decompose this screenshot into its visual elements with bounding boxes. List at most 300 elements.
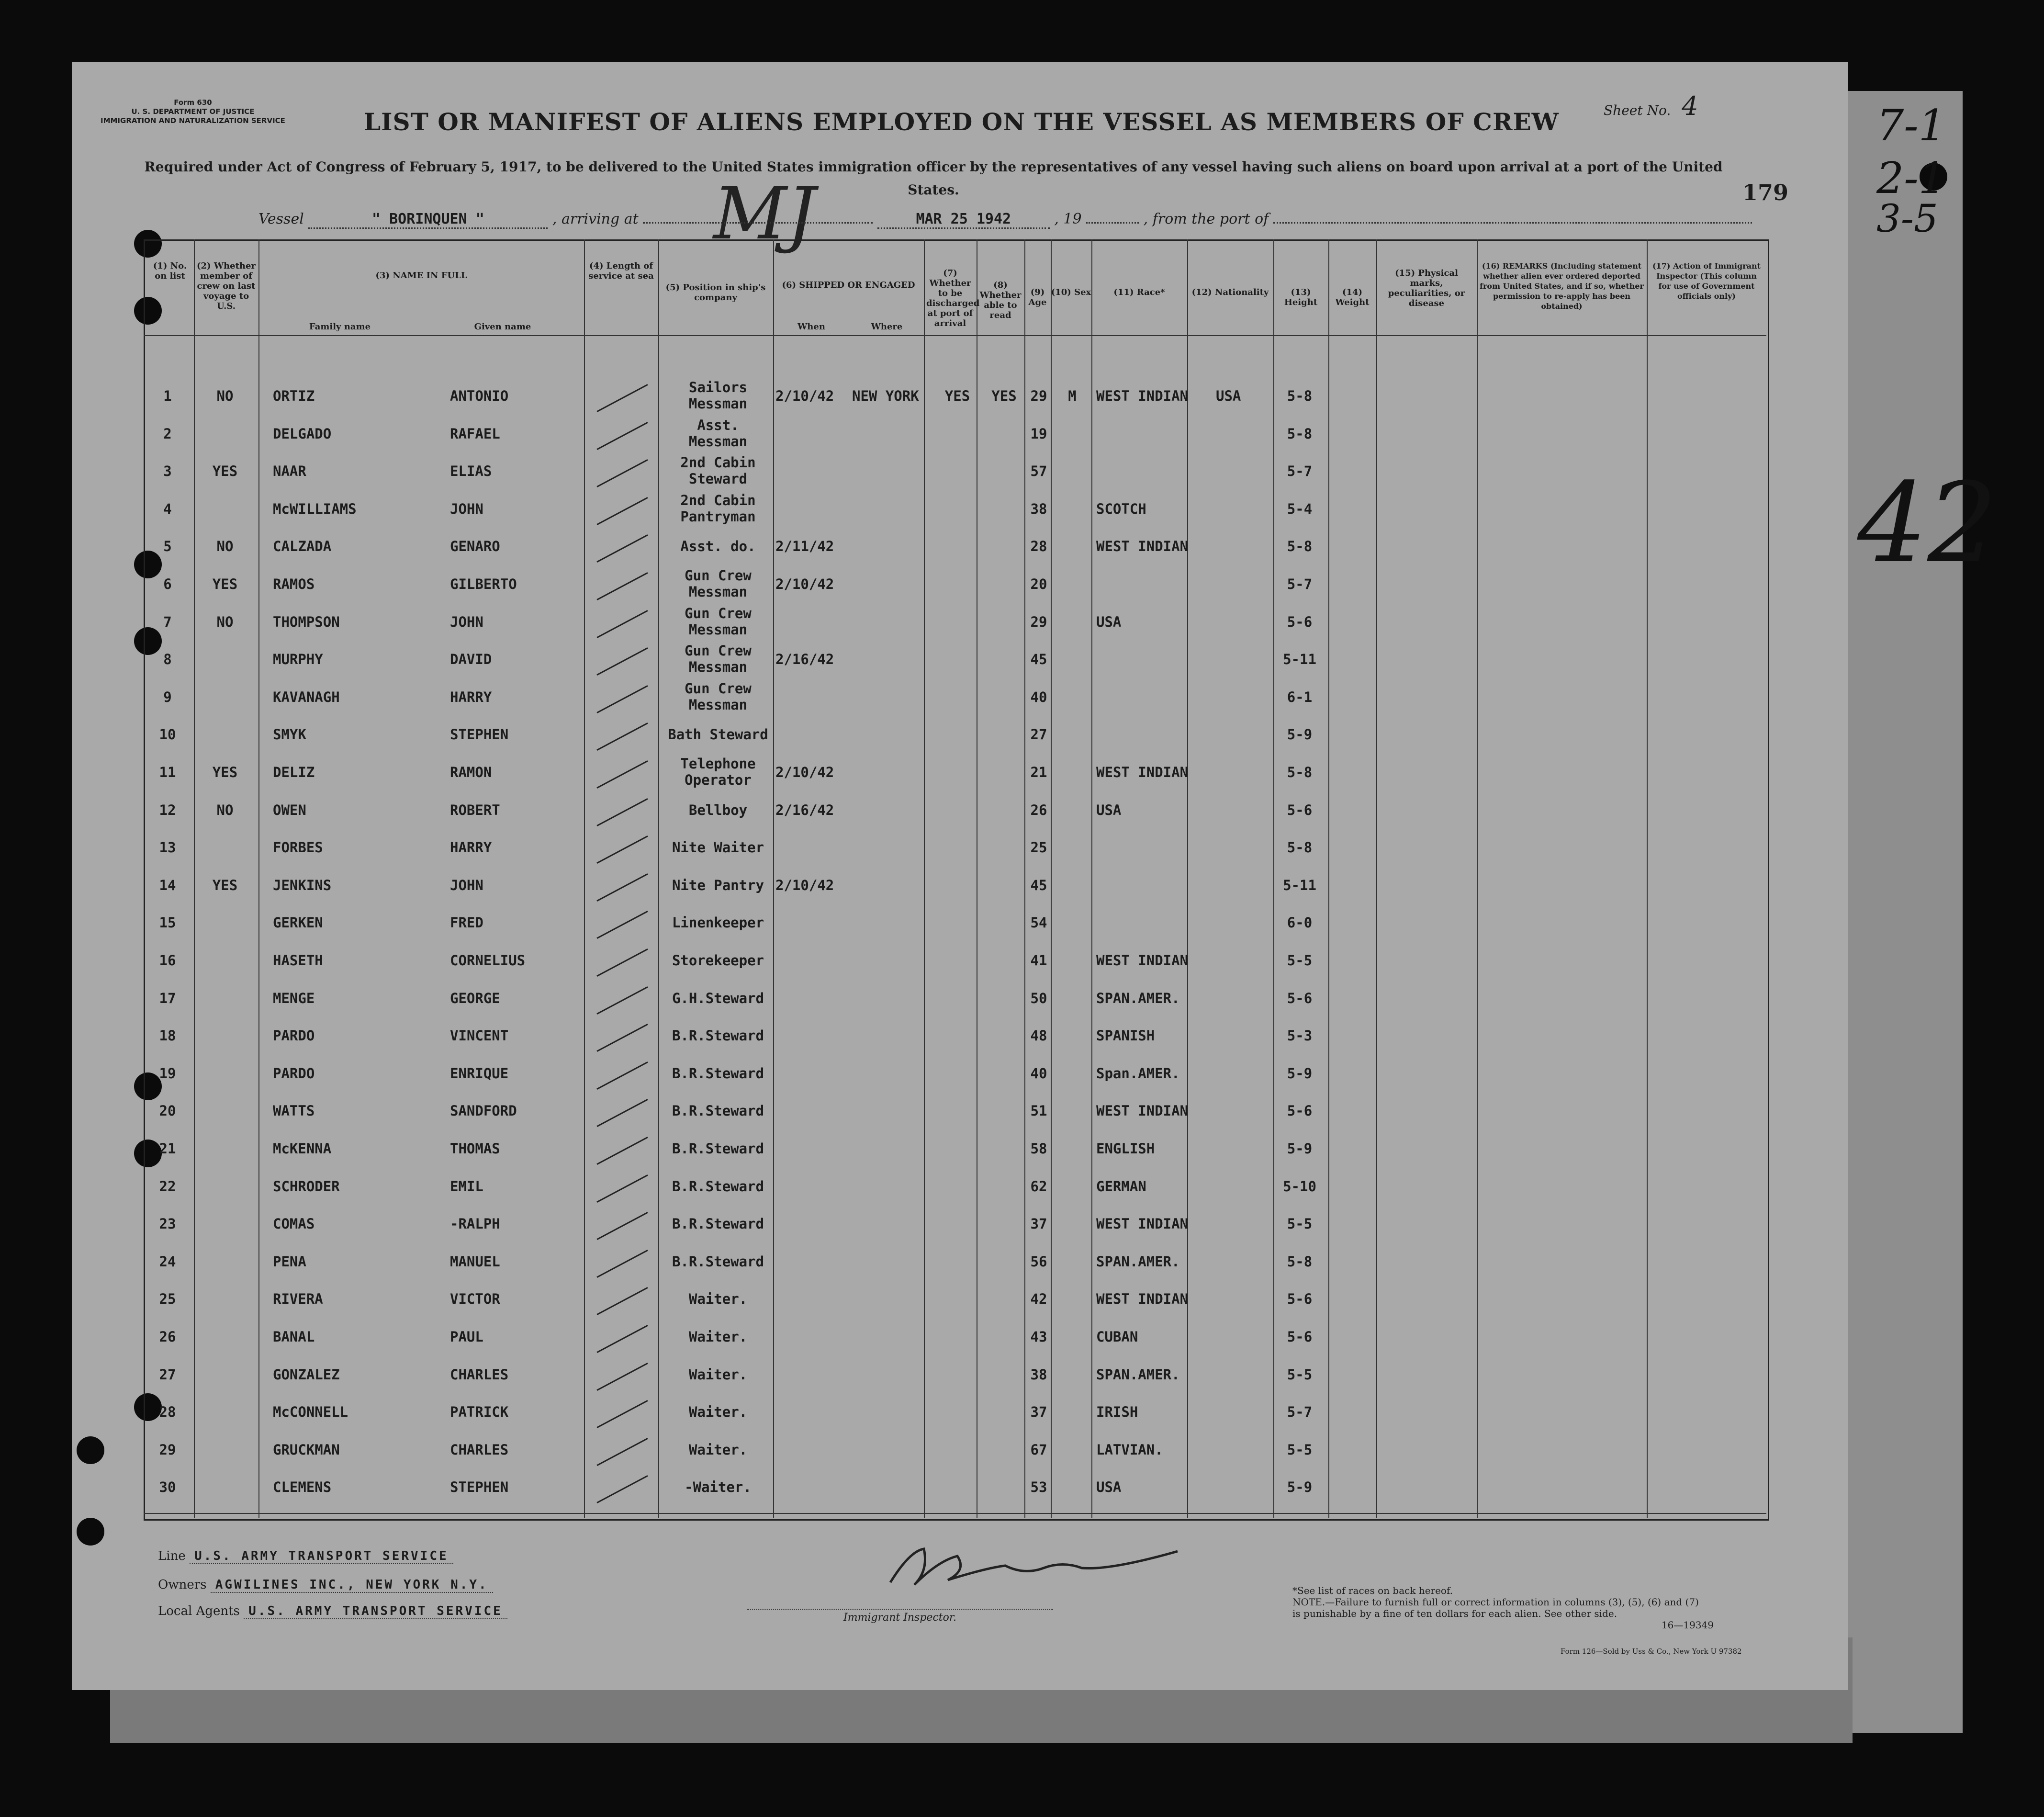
cell-pos1: Gun Crew [685, 567, 752, 584]
service-checkmark [596, 459, 648, 487]
cell-race: GERMAN [1096, 1178, 1146, 1195]
table-row [144, 755, 1766, 792]
printer-line: Form 126—Sold by Uss & Co., New York U 97382 [1561, 1647, 1742, 1656]
cell-height: 5-6 [1287, 1329, 1313, 1345]
binder-hole [77, 1518, 104, 1546]
cell-pos2: Bellboy [688, 801, 748, 818]
cell-family: GONZALEZ [273, 1366, 340, 1383]
header-nationality: (12) Nationality [1191, 287, 1269, 297]
service-checkmark [596, 572, 648, 600]
cell-race: SPAN.AMER. [1096, 990, 1180, 1006]
cell-pos2: Storekeeper [672, 952, 764, 969]
cell-age: 56 [1030, 1253, 1047, 1270]
cell-no: 21 [159, 1140, 176, 1157]
margin-mark: 42 [1857, 460, 1998, 587]
cell-pos2: G.H.Steward [672, 990, 764, 1006]
cell-race: WEST INDIAN [1096, 764, 1189, 780]
cell-family: SCHRODER [273, 1178, 340, 1195]
department-name: U. S. DEPARTMENT OF JUSTICE [131, 107, 255, 116]
cell-no: 11 [159, 764, 176, 780]
header-given-name: Given name [474, 322, 531, 332]
cell-race: USA [1096, 1479, 1122, 1496]
cell-given: FRED [450, 914, 483, 931]
cell-family: NAAR [273, 463, 306, 480]
binder-hole [77, 1436, 104, 1464]
cell-height: 5-6 [1287, 990, 1313, 1006]
cell-race: SPAN.AMER. [1096, 1253, 1180, 1270]
port-label: , from the port of [1143, 211, 1269, 227]
cell-age: 53 [1030, 1479, 1047, 1496]
table-row [144, 1093, 1766, 1130]
cell-height: 5-9 [1287, 1065, 1313, 1082]
cell-race: LATVIAN. [1096, 1441, 1163, 1458]
cell-family: HASETH [273, 952, 323, 969]
header-discharged: (7) Whether to be discharged at port of arrival [926, 268, 980, 328]
cell-crew: NO [216, 613, 234, 630]
header-height: (13) Height [1284, 287, 1318, 307]
cell-pos2: Waiter. [688, 1329, 748, 1345]
cell-height: 5-6 [1287, 1291, 1313, 1308]
cell-age: 45 [1030, 651, 1047, 668]
cell-race: WEST INDIAN [1096, 1103, 1189, 1119]
cell-no: 8 [163, 651, 172, 668]
cell-pos2: Operator [685, 772, 752, 788]
cell-pos1: Asst. [697, 417, 739, 433]
cell-no: 1 [163, 388, 172, 404]
cell-age: 37 [1030, 1404, 1047, 1421]
cell-height: 5-5 [1287, 1216, 1313, 1232]
cell-family: PARDO [273, 1027, 315, 1044]
cell-age: 50 [1030, 990, 1047, 1006]
cell-height: 5-8 [1287, 425, 1313, 442]
arrival-date: MAR 25 1942 [877, 211, 1050, 229]
cell-given: DAVID [450, 651, 492, 668]
cell-age: 62 [1030, 1178, 1047, 1195]
cell-height: 5-3 [1287, 1027, 1313, 1044]
cell-pos2: Steward [688, 471, 748, 487]
cell-when: 2/11/42 [775, 538, 834, 555]
header-position: (5) Position in ship's company [665, 282, 766, 303]
table-row [144, 1169, 1766, 1206]
cell-race: Span.AMER. [1096, 1065, 1180, 1082]
service-checkmark [596, 835, 648, 864]
cell-given: ENRIQUE [450, 1065, 509, 1082]
cell-age: 21 [1030, 764, 1047, 780]
cell-given: JOHN [450, 613, 483, 630]
table-row [144, 1281, 1766, 1319]
table-row [144, 529, 1766, 566]
cell-no: 27 [159, 1366, 176, 1383]
cell-given: PAUL [450, 1329, 483, 1345]
owners-label: Owners [158, 1578, 207, 1592]
vessel-line [258, 211, 1752, 229]
form-header [101, 98, 285, 125]
service-checkmark [596, 1363, 648, 1391]
cell-no: 24 [159, 1253, 176, 1270]
table-row [144, 1018, 1766, 1055]
cell-race: WEST INDIAN [1096, 1291, 1189, 1308]
cell-pos1: 2nd Cabin [680, 454, 756, 471]
table-row [144, 1469, 1766, 1507]
table-row [144, 642, 1766, 679]
cell-pos2: Waiter. [688, 1291, 748, 1308]
line-label: Line [158, 1549, 186, 1563]
service-checkmark [596, 422, 648, 450]
cell-family: ORTIZ [273, 388, 315, 404]
cell-height: 5-6 [1287, 1103, 1313, 1119]
cell-height: 5-7 [1287, 576, 1313, 592]
cell-when: 2/10/42 [775, 576, 834, 592]
cell-race: WEST INDIAN [1096, 952, 1189, 969]
cell-no: 14 [159, 877, 176, 893]
cell-crew: NO [216, 388, 234, 404]
cell-family: CALZADA [273, 538, 332, 555]
service-checkmark [596, 384, 648, 412]
cell-height: 5-7 [1287, 1404, 1313, 1421]
owners-value: AGWILINES INC., NEW YORK N.Y. [211, 1578, 493, 1593]
cell-given: JOHN [450, 500, 483, 517]
table-row [144, 717, 1766, 754]
form-number: Form 630 [174, 98, 212, 107]
service-name: IMMIGRATION AND NATURALIZATION SERVICE [101, 116, 285, 125]
cell-no: 30 [159, 1479, 176, 1496]
cell-crew: NO [216, 538, 234, 555]
cell-age: 38 [1030, 1366, 1047, 1383]
cell-age: 40 [1030, 1065, 1047, 1082]
cell-age: 48 [1030, 1027, 1047, 1044]
table-row [144, 453, 1766, 491]
header-length-service: (4) Length of service at sea [588, 261, 654, 281]
agents-value: U.S. ARMY TRANSPORT SERVICE [244, 1604, 507, 1619]
cell-height: 5-10 [1283, 1178, 1316, 1195]
cell-pos2: B.R.Steward [672, 1178, 764, 1195]
cell-height: 5-6 [1287, 801, 1313, 818]
cell-family: COMAS [273, 1216, 315, 1232]
service-checkmark [596, 1212, 648, 1240]
cell-height: 5-8 [1287, 764, 1313, 780]
cell-age: 57 [1030, 463, 1047, 480]
cell-given: ANTONIO [450, 388, 509, 404]
service-checkmark [596, 647, 648, 676]
service-checkmark [596, 1137, 648, 1165]
cell-height: 6-0 [1287, 914, 1313, 931]
cell-age: 29 [1030, 613, 1047, 630]
service-checkmark [596, 610, 648, 638]
cell-given: HARRY [450, 688, 492, 705]
cell-pos2: Bath Steward [668, 726, 768, 743]
cell-family: PENA [273, 1253, 306, 1270]
margin-mark: 7-1 [1876, 101, 1946, 151]
cell-disch: YES [944, 388, 970, 404]
cell-race: SPAN.AMER. [1096, 1366, 1180, 1383]
inspector-label: Immigrant Inspector. [747, 1609, 1053, 1624]
cell-family: SMYK [273, 726, 306, 743]
table-row [144, 1394, 1766, 1432]
cell-crew: YES [212, 463, 238, 480]
cell-height: 5-8 [1287, 538, 1313, 555]
service-checkmark [596, 1325, 648, 1353]
header-race: (11) Race* [1113, 287, 1165, 297]
cell-age: 54 [1030, 914, 1047, 931]
cell-crew: YES [212, 764, 238, 780]
table-row [144, 604, 1766, 642]
inspector-signature [881, 1542, 1187, 1590]
cell-given: CORNELIUS [450, 952, 526, 969]
cell-given: EMIL [450, 1178, 483, 1195]
cell-given: VICTOR [450, 1291, 500, 1308]
cell-age: 25 [1030, 839, 1047, 856]
cell-height: 5-5 [1287, 1441, 1313, 1458]
cell-given: JOHN [450, 877, 483, 893]
service-checkmark [596, 948, 648, 977]
service-checkmark [596, 1099, 648, 1127]
cell-no: 5 [163, 538, 172, 555]
cell-race: WEST INDIAN [1096, 388, 1189, 404]
cell-no: 2 [163, 425, 172, 442]
table-row [144, 416, 1766, 453]
cell-pos2: Waiter. [688, 1441, 748, 1458]
cell-age: 20 [1030, 576, 1047, 592]
cell-pos2: Waiter. [688, 1404, 748, 1421]
header-divider [144, 335, 1766, 336]
cell-pos2: B.R.Steward [672, 1065, 764, 1082]
cell-no: 19 [159, 1065, 176, 1082]
agents-field [158, 1604, 507, 1618]
cell-pos1: Gun Crew [685, 605, 752, 621]
cell-height: 5-9 [1287, 1479, 1313, 1496]
cell-family: McWILLIAMS [273, 500, 357, 517]
cell-given: RAMON [450, 764, 492, 780]
cell-age: 51 [1030, 1103, 1047, 1119]
cell-family: RIVERA [273, 1291, 323, 1308]
cell-no: 6 [163, 576, 172, 592]
table-row [144, 1357, 1766, 1394]
table-row [144, 1206, 1766, 1243]
cell-no: 7 [163, 613, 172, 630]
sheet-value: 4 [1682, 91, 1698, 121]
cell-given: HARRY [450, 839, 492, 856]
service-checkmark [596, 722, 648, 751]
cell-no: 4 [163, 500, 172, 517]
table-row [144, 905, 1766, 942]
cell-pos2: Messman [688, 621, 748, 638]
cell-height: 5-8 [1287, 1253, 1313, 1270]
cell-pos2: Linenkeeper [672, 914, 764, 931]
cell-family: DELIZ [273, 764, 315, 780]
table-bottom [144, 1513, 1766, 1514]
cell-race: SPANISH [1096, 1027, 1155, 1044]
sheet-number [1604, 91, 1698, 121]
cell-given: STEPHEN [450, 726, 509, 743]
cell-pos1: Gun Crew [685, 680, 752, 697]
cell-pos2: Messman [688, 395, 748, 412]
cell-when: 2/16/42 [775, 801, 834, 818]
document-title: LIST OR MANIFEST OF ALIENS EMPLOYED ON THE VESSEL AS MEMBERS OF CREW [364, 108, 1559, 136]
cell-when: 2/10/42 [775, 877, 834, 893]
table-row [144, 1432, 1766, 1469]
header-weight: (14) Weight [1335, 287, 1370, 307]
table-row [144, 830, 1766, 867]
cell-age: 29 [1030, 388, 1047, 404]
vessel-value: " BORINQUEN " [308, 211, 548, 229]
cell-no: 12 [159, 801, 176, 818]
service-checkmark [596, 1174, 648, 1203]
cell-given: GILBERTO [450, 576, 517, 592]
table-row [144, 1244, 1766, 1281]
header-last-voyage: (2) Whether member of crew on last voyage to U.S. [197, 261, 256, 311]
cell-family: OWEN [273, 801, 306, 818]
cell-age: 58 [1030, 1140, 1047, 1157]
cell-family: THOMPSON [273, 613, 340, 630]
cell-no: 16 [159, 952, 176, 969]
cell-pos2: Nite Pantry [672, 877, 764, 893]
cell-age: 26 [1030, 801, 1047, 818]
line-value: U.S. ARMY TRANSPORT SERVICE [190, 1549, 453, 1564]
cell-race: USA [1096, 801, 1122, 818]
cell-race: ENGLISH [1096, 1140, 1155, 1157]
service-checkmark [596, 1024, 648, 1052]
cell-given: RAFAEL [450, 425, 500, 442]
cell-age: 19 [1030, 425, 1047, 442]
service-checkmark [596, 760, 648, 789]
cell-no: 23 [159, 1216, 176, 1232]
cell-age: 40 [1030, 688, 1047, 705]
cell-height: 5-5 [1287, 1366, 1313, 1383]
cell-pos2: Waiter. [688, 1366, 748, 1383]
vessel-label: Vessel [258, 211, 304, 227]
cell-race: USA [1096, 613, 1122, 630]
cell-no: 26 [159, 1329, 176, 1345]
cell-race: WEST INDIAN [1096, 538, 1189, 555]
cell-height: 5-11 [1283, 651, 1316, 668]
cell-family: McCONNELL [273, 1404, 348, 1421]
cell-family: DELGADO [273, 425, 332, 442]
cell-age: 41 [1030, 952, 1047, 969]
cell-family: GRUCKMAN [273, 1441, 340, 1458]
agents-label: Local Agents [158, 1604, 240, 1618]
cell-race: WEST INDIAN [1096, 1216, 1189, 1232]
cell-pos1: 2nd Cabin [680, 492, 756, 508]
cell-race: IRISH [1096, 1404, 1138, 1421]
cell-family: McKENNA [273, 1140, 332, 1157]
cell-no: 10 [159, 726, 176, 743]
cell-given: CHARLES [450, 1366, 509, 1383]
cell-when: 2/10/42 [775, 388, 834, 404]
cell-no: 3 [163, 463, 172, 480]
cell-age: 38 [1030, 500, 1047, 517]
cell-pos2: Nite Waiter [672, 839, 764, 856]
header-physical-marks: (15) Physical marks, peculiarities, or disease [1388, 268, 1465, 308]
cell-pos2: Messman [688, 659, 748, 676]
cell-crew: NO [216, 801, 234, 818]
cell-pos1: Sailors [688, 379, 748, 395]
cell-no: 22 [159, 1178, 176, 1195]
table-row [144, 943, 1766, 980]
cell-no: 13 [159, 839, 176, 856]
header-family-name: Family name [309, 322, 371, 332]
service-checkmark [596, 911, 648, 939]
cell-family: GERKEN [273, 914, 323, 931]
cell-pos2: Messman [688, 584, 748, 600]
cell-given: -RALPH [450, 1216, 500, 1232]
footer-notes [1292, 1585, 1714, 1631]
service-checkmark [596, 1250, 648, 1278]
header-where: Where [871, 322, 903, 332]
cell-given: ROBERT [450, 801, 500, 818]
cell-given: GENARO [450, 538, 500, 555]
owners-field [158, 1578, 493, 1592]
cell-height: 5-4 [1287, 500, 1313, 517]
cell-pos2: B.R.Steward [672, 1103, 764, 1119]
cell-where: NEW YORK [852, 388, 919, 404]
cell-height: 5-11 [1283, 877, 1316, 893]
cell-pos2: Messman [688, 696, 748, 713]
cell-given: THOMAS [450, 1140, 500, 1157]
page-number: 179 [1742, 180, 1789, 205]
cell-pos2: B.R.Steward [672, 1140, 764, 1157]
header-when: When [797, 322, 825, 332]
cell-when: 2/16/42 [775, 651, 834, 668]
cell-given: SANDFORD [450, 1103, 517, 1119]
cell-height: 6-1 [1287, 688, 1313, 705]
margin-mark: 3-5 [1876, 196, 1938, 241]
form-code: 16—19349 [1661, 1619, 1714, 1631]
cell-age: 42 [1030, 1291, 1047, 1308]
cell-family: CLEMENS [273, 1479, 332, 1496]
cell-pos2: B.R.Steward [672, 1027, 764, 1044]
cell-pos2: B.R.Steward [672, 1216, 764, 1232]
service-checkmark [596, 1061, 648, 1090]
cell-sex: M [1068, 388, 1077, 404]
cell-height: 5-7 [1287, 463, 1313, 480]
cell-age: 37 [1030, 1216, 1047, 1232]
cell-pos2: Messman [688, 433, 748, 450]
handwritten-stamp: MJ [713, 172, 816, 256]
document-subtitle: Required under Act of Congress of February 5, 1917, to be delivered to the United States immigration officer by the representatives of any vessel having such aliens on board upon arrival at a port of the United States. [144, 159, 1723, 198]
cell-pos2: Pantryman [680, 508, 756, 525]
header-sex: (10) Sex [1051, 287, 1091, 297]
cell-family: WATTS [273, 1103, 315, 1119]
cell-pos1: Gun Crew [685, 643, 752, 659]
cell-family: FORBES [273, 839, 323, 856]
cell-given: VINCENT [450, 1027, 509, 1044]
cell-height: 5-6 [1287, 613, 1313, 630]
table-row [144, 1131, 1766, 1168]
table-row [144, 679, 1766, 717]
cell-pos2: -Waiter. [685, 1479, 752, 1496]
service-checkmark [596, 1287, 648, 1315]
header-age: (9) Age [1028, 287, 1047, 307]
service-checkmark [596, 1475, 648, 1503]
service-checkmark [596, 986, 648, 1015]
note-races: *See list of races on back hereof. [1292, 1585, 1453, 1596]
service-checkmark [596, 685, 648, 713]
cell-family: RAMOS [273, 576, 315, 592]
cell-no: 29 [159, 1441, 176, 1458]
header-remarks: (16) REMARKS (Including statement whether alien ever ordered deported from United States, and if so, whether permission to re-apply has been obtained) [1480, 261, 1644, 311]
cell-family: MENGE [273, 990, 315, 1006]
cell-race: CUBAN [1096, 1329, 1138, 1345]
cell-pos1: Telephone [680, 756, 756, 772]
service-checkmark [596, 534, 648, 563]
cell-no: 28 [159, 1404, 176, 1421]
cell-age: 27 [1030, 726, 1047, 743]
cell-given: STEPHEN [450, 1479, 509, 1496]
header-shipped: (6) SHIPPED OR ENGAGED [782, 280, 915, 290]
cell-no: 18 [159, 1027, 176, 1044]
cell-no: 9 [163, 688, 172, 705]
cell-read: YES [991, 388, 1017, 404]
